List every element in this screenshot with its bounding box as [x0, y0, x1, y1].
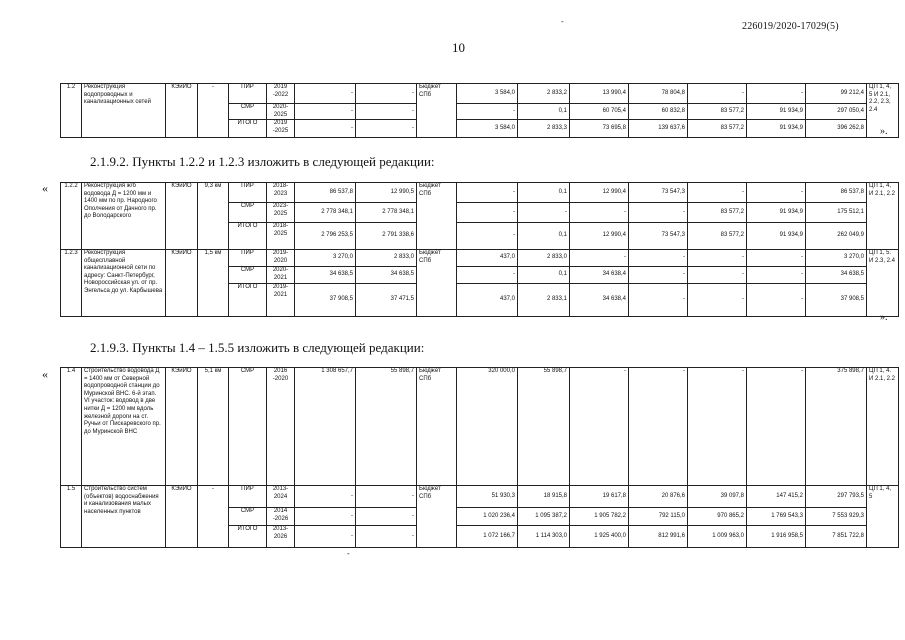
responsible-org: КЭиИО: [166, 368, 198, 486]
remaining-cost: -: [356, 84, 417, 104]
year-value: 396 262,8: [806, 120, 867, 138]
page-mark: -: [347, 549, 350, 558]
period: 2019- 2021: [267, 284, 295, 317]
year-value: -: [457, 267, 518, 284]
table-row: [61, 250, 899, 267]
year-value: -: [629, 267, 688, 284]
year-value: 0,1: [518, 223, 570, 250]
responsible-org: КЭиИО: [166, 486, 198, 548]
year-value: 1 072 166,7: [457, 526, 518, 548]
year-value: -: [629, 284, 688, 317]
item-number: 1.2.2: [61, 183, 82, 250]
total-cost: 37 908,5: [295, 284, 356, 317]
year-value: 7 851 722,8: [806, 526, 867, 548]
year-value: 34 638,5: [806, 267, 867, 284]
table-items-1-2-2-1-2-3: [60, 182, 899, 317]
total-cost: -: [295, 84, 356, 104]
remaining-cost: 37 471,5: [356, 284, 417, 317]
year-value: -: [688, 368, 747, 486]
target-indicator: ЦП 1, 4. И 2.1, 2.2: [867, 368, 899, 486]
funding-source: Бюджет СПб: [417, 486, 457, 548]
responsible-org: КЭиИО: [166, 183, 198, 250]
year-value: -: [457, 183, 518, 203]
target-indicator: ЦП 1, 4, 5 И 2.1, 2.2, 2.3, 2.4: [867, 84, 899, 138]
closing-quote: ».: [880, 126, 888, 137]
year-value: -: [688, 250, 747, 267]
year-value: 12 990,4: [570, 183, 629, 203]
total-cost: -: [295, 508, 356, 526]
year-value: 147 415,2: [747, 486, 806, 508]
year-value: 60 705,4: [570, 104, 629, 120]
year-value: 970 865,2: [688, 508, 747, 526]
period: 2013- 2026: [267, 526, 295, 548]
remaining-cost: 2 778 348,1: [356, 203, 417, 223]
funding-source: Бюджет СПб: [417, 368, 457, 486]
responsible-org: КЭиИО: [166, 84, 198, 138]
total-cost: 2 778 348,1: [295, 203, 356, 223]
year-value: 2 833,3: [518, 120, 570, 138]
table-row: [61, 84, 899, 104]
year-value: 1 925 400,0: [570, 526, 629, 548]
year-value: 297 050,4: [806, 104, 867, 120]
year-value: -: [747, 84, 806, 104]
funding-source: Бюджет СПб: [417, 250, 457, 317]
total-cost: -: [295, 120, 356, 138]
section-heading-2-1-9-3: 2.1.9.3. Пункты 1.4 – 1.5.5 изложить в следующей редакции:: [90, 340, 425, 355]
remaining-cost: -: [356, 508, 417, 526]
year-value: -: [629, 368, 688, 486]
year-value: -: [747, 368, 806, 486]
year-value: 73 547,3: [629, 223, 688, 250]
year-value: 73 695,8: [570, 120, 629, 138]
year-value: -: [457, 104, 518, 120]
year-value: 175 512,1: [806, 203, 867, 223]
stage: СМР: [229, 508, 267, 526]
year-value: -: [570, 368, 629, 486]
table-row: [61, 183, 899, 203]
year-value: -: [629, 250, 688, 267]
length: 1,5 км: [198, 250, 229, 317]
year-value: -: [747, 183, 806, 203]
year-value: -: [570, 203, 629, 223]
year-value: 55 898,7: [518, 368, 570, 486]
year-value: 1 769 543,3: [747, 508, 806, 526]
table-row: [61, 368, 899, 486]
year-value: -: [457, 203, 518, 223]
stage: СМР: [229, 203, 267, 223]
remaining-cost: 2 833,0: [356, 250, 417, 267]
total-cost: 2 796 253,5: [295, 223, 356, 250]
year-value: 83 577,2: [688, 203, 747, 223]
item-name: Реконструкция общесплавной канализационной сети по адресу: Санкт-Петербург, Новороссийская ул. от пр. Энгельса до ул. Карбышева: [82, 250, 166, 317]
stage: ИТОГО: [229, 120, 267, 138]
year-value: 91 934,9: [747, 104, 806, 120]
target-indicator: ЦП 1, 4, И 2.1, 2.2: [867, 183, 899, 250]
stage: ПИР: [229, 486, 267, 508]
year-value: 1 905 782,2: [570, 508, 629, 526]
page-number: 10: [452, 40, 465, 55]
period: 2019- 2020: [267, 250, 295, 267]
year-value: -: [688, 183, 747, 203]
closing-quote: ».: [880, 312, 888, 323]
year-value: 375 898,7: [806, 368, 867, 486]
table-item-1-2: [60, 83, 899, 138]
item-name: Реконструкция водопроводных и канализационных сетей: [82, 84, 166, 138]
year-value: 0,1: [518, 267, 570, 284]
remaining-cost: -: [356, 526, 417, 548]
total-cost: -: [295, 526, 356, 548]
remaining-cost: 2 791 338,6: [356, 223, 417, 250]
year-value: 297 793,5: [806, 486, 867, 508]
year-value: 73 547,3: [629, 183, 688, 203]
length: 9,3 км: [198, 183, 229, 250]
table-row: [61, 486, 899, 508]
year-value: 7 553 929,3: [806, 508, 867, 526]
period: 2018- 2025: [267, 223, 295, 250]
year-value: 83 577,2: [688, 223, 747, 250]
year-value: 812 991,6: [629, 526, 688, 548]
total-cost: 34 638,5: [295, 267, 356, 284]
stage: СМР: [229, 368, 267, 486]
table-items-1-4-1-5: [60, 367, 899, 548]
year-value: 3 584,0: [457, 120, 518, 138]
year-value: 78 804,8: [629, 84, 688, 104]
item-name: Строительство водовода Д = 1400 мм от Северной водопроводной станции до Муринской ВНС. 6-й этап. VI участок: водовод в две нитки Д = 1200 мм вдоль железной дороги на ст. Ручьи от Пискаревского пр. до Муринской ВНС: [82, 368, 166, 486]
stage: ПИР: [229, 84, 267, 104]
year-value: 13 990,4: [570, 84, 629, 104]
period: 2019 -2022: [267, 84, 295, 104]
period: 2013- 2024: [267, 486, 295, 508]
year-value: 2 833,1: [518, 284, 570, 317]
stage: ИТОГО: [229, 526, 267, 548]
year-value: 437,0: [457, 284, 518, 317]
year-value: -: [747, 267, 806, 284]
period: 2023- 2025: [267, 203, 295, 223]
year-value: 83 577,2: [688, 104, 747, 120]
year-value: 3 270,0: [806, 250, 867, 267]
document-number: 226019/2020-17029(5): [742, 21, 839, 32]
year-value: 39 097,8: [688, 486, 747, 508]
year-value: -: [688, 84, 747, 104]
year-value: 3 584,0: [457, 84, 518, 104]
stage: ПИР: [229, 183, 267, 203]
page-mark: -: [561, 17, 564, 26]
item-name: Строительство систем (объектов) водоснабжения и канализования малых населенных пунктов: [82, 486, 166, 548]
target-indicator: ЦП 1, 4, 5: [867, 486, 899, 548]
year-value: 37 908,5: [806, 284, 867, 317]
responsible-org: КЭиИО: [166, 250, 198, 317]
year-value: 91 934,9: [747, 120, 806, 138]
period: 2014 -2026: [267, 508, 295, 526]
year-value: 83 577,2: [688, 120, 747, 138]
stage: ПИР: [229, 250, 267, 267]
total-cost: 86 537,8: [295, 183, 356, 203]
year-value: 91 934,9: [747, 223, 806, 250]
total-cost: -: [295, 104, 356, 120]
item-name: Реконструкция ж/б водовода Д = 1200 мм и 1400 мм по пр. Народного Ополчения от Дачного пр. до Володарского: [82, 183, 166, 250]
stage: СМР: [229, 104, 267, 120]
total-cost: 3 270,0: [295, 250, 356, 267]
remaining-cost: 12 990,5: [356, 183, 417, 203]
opening-quote: «: [42, 181, 48, 195]
year-value: 86 537,8: [806, 183, 867, 203]
item-number: 1.2: [61, 84, 82, 138]
period: 2019 -2025: [267, 120, 295, 138]
year-value: 1 009 963,0: [688, 526, 747, 548]
year-value: -: [747, 284, 806, 317]
year-value: 262 049,9: [806, 223, 867, 250]
year-value: 1 095 387,2: [518, 508, 570, 526]
year-value: 99 212,4: [806, 84, 867, 104]
stage: СМР: [229, 267, 267, 284]
year-value: 2 833,2: [518, 84, 570, 104]
remaining-cost: -: [356, 104, 417, 120]
year-value: 437,0: [457, 250, 518, 267]
length: -: [198, 84, 229, 138]
year-value: 139 637,6: [629, 120, 688, 138]
year-value: -: [688, 267, 747, 284]
stage: ИТОГО: [229, 223, 267, 250]
remaining-cost: 34 638,5: [356, 267, 417, 284]
remaining-cost: -: [356, 120, 417, 138]
year-value: 0,1: [518, 104, 570, 120]
opening-quote: «: [42, 367, 48, 381]
length: 5,1 км: [198, 368, 229, 486]
year-value: 19 617,8: [570, 486, 629, 508]
year-value: 20 876,6: [629, 486, 688, 508]
total-cost: -: [295, 486, 356, 508]
year-value: 34 638,4: [570, 284, 629, 317]
target-indicator: ЦП 1, 5. И 2.3, 2.4: [867, 250, 899, 317]
year-value: 12 990,4: [570, 223, 629, 250]
year-value: 1 114 303,0: [518, 526, 570, 548]
year-value: 91 934,9: [747, 203, 806, 223]
period: 2020- 2025: [267, 104, 295, 120]
year-value: 792 115,0: [629, 508, 688, 526]
remaining-cost: -: [356, 486, 417, 508]
remaining-cost: 55 898,7: [356, 368, 417, 486]
item-number: 1.4: [61, 368, 82, 486]
year-value: 320 000,0: [457, 368, 518, 486]
funding-source: Бюджет СПб: [417, 84, 457, 138]
item-number: 1.2.3: [61, 250, 82, 317]
total-cost: 1 308 657,7: [295, 368, 356, 486]
funding-source: Бюджет СПб: [417, 183, 457, 250]
period: 2020- 2021: [267, 267, 295, 284]
year-value: 18 915,8: [518, 486, 570, 508]
period: 2016 -2020: [267, 368, 295, 486]
year-value: 0,1: [518, 183, 570, 203]
stage: ИТОГО: [229, 284, 267, 317]
year-value: -: [747, 250, 806, 267]
length: -: [198, 486, 229, 548]
year-value: 1 020 236,4: [457, 508, 518, 526]
period: 2018- 2023: [267, 183, 295, 203]
year-value: 2 833,0: [518, 250, 570, 267]
year-value: -: [457, 223, 518, 250]
year-value: 51 930,3: [457, 486, 518, 508]
year-value: -: [570, 250, 629, 267]
section-heading-2-1-9-2: 2.1.9.2. Пункты 1.2.2 и 1.2.3 изложить в следующей редакции:: [90, 154, 435, 169]
year-value: 1 916 958,5: [747, 526, 806, 548]
year-value: 60 832,8: [629, 104, 688, 120]
year-value: -: [629, 203, 688, 223]
year-value: -: [518, 203, 570, 223]
year-value: -: [688, 284, 747, 317]
year-value: 34 638,4: [570, 267, 629, 284]
item-number: 1.5: [61, 486, 82, 548]
